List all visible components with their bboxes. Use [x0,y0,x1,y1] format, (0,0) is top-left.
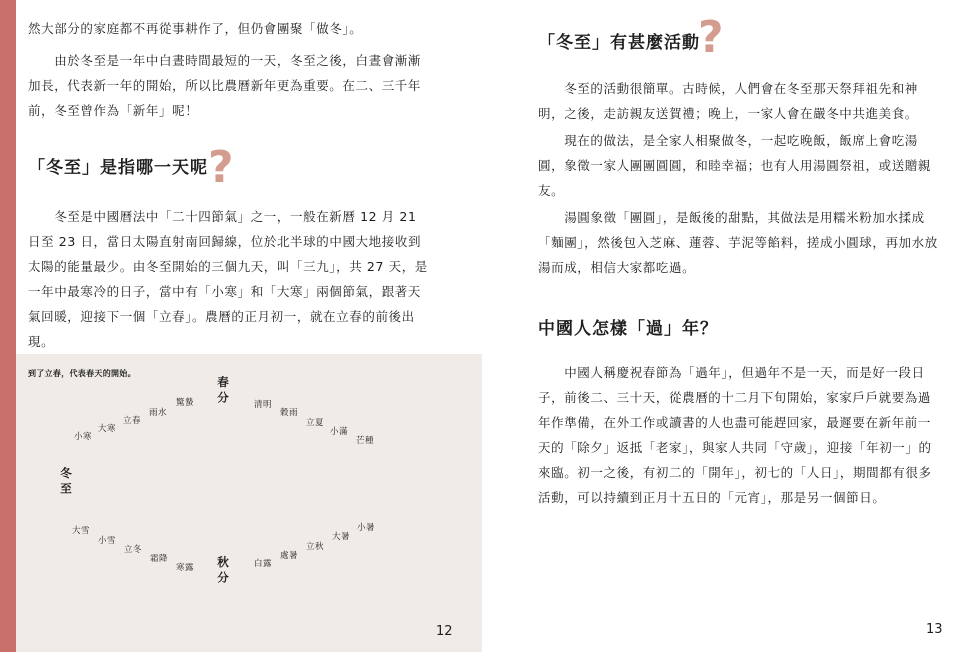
solar-terms-figure [16,354,482,652]
left-section-heading: 「冬至」是指哪一天呢 [28,158,208,178]
left-paragraph-3: 冬至是中國曆法中「二十四節氣」之一，一般在新曆 12 月 21 日至 23 日，當日太陽直射南回歸線，位於北半球的中國大地接收到太陽的能量最少。由冬至開始的三個九天，叫「三九」，共 27 天，是一年中最寒冷的日子，當中有「小寒」和「大寒」兩個節氣，跟著天氣回暖，迎接下一個「立春」。農曆的正月初一，就在立春的前後出現。 [28,209,428,349]
right-paragraph-1: 冬至的活動很簡單。古時候，人們會在冬至那天祭拜祖先和神明，之後，走訪親友送賀禮；晚上，一家人會在嚴冬中共進美食。 [538,81,918,121]
term-liqiu: 立秋 [306,542,325,552]
book-edge-stripe [0,0,16,652]
term-daxue: 大雪 [72,526,91,536]
term-dashu: 大暑 [332,532,351,542]
term-xiaoman: 小滿 [330,427,349,437]
term-xiaoshu: 小暑 [357,523,376,533]
term-hanlu: 寒露 [176,563,195,573]
term-qingming: 清明 [254,400,273,410]
term-lixia: 立夏 [306,418,325,428]
right-heading-new-year: 中國人怎樣「過」年？ [538,319,718,339]
term-winter-solstice: 冬至 [59,467,73,498]
question-mark-icon: ? [208,142,234,193]
term-lidong: 立冬 [124,545,143,555]
term-jingzhe: 驚蟄 [176,398,195,408]
right-heading-activities: 「冬至」有甚麼活動 [538,33,700,53]
term-yushui: 雨水 [149,408,168,418]
term-mangzhong: 芒種 [356,436,375,446]
left-paragraph-1: 然大部分的家庭都不再從事耕作了，但仍會團聚「做冬」。 [28,21,363,36]
term-xiaoxue: 小雪 [98,536,117,546]
figure-caption: 到了立春，代表春天的開始。 [28,369,136,378]
question-mark-icon: ? [698,12,724,63]
term-shuangjiang: 霜降 [150,554,169,564]
term-spring-equinox: 春分 [216,376,230,407]
term-dahan: 大寒 [98,424,117,434]
right-paragraph-4: 中國人稱慶祝春節為「過年」，但過年不是一天，而是好一段日子，前後二、三十天，從農曆的十二月下旬開始，家家戶戶就要為過年作準備，在外工作或讀書的人也盡可能趕回家，最遲要在新年前一天的「除夕」返抵「老家」，與家人共同「守歲」，迎接「年初一」的來臨。初一之後，有初二的「開年」，初七的「人日」，期間都有很多活動，可以持續到正月十五日的「元宵」，那是另一個節日。 [538,365,932,505]
term-bailu: 白露 [254,559,273,569]
term-chushu: 處暑 [280,551,299,561]
right-page-number: 13 [926,622,943,637]
term-lichun: 立春 [123,416,142,426]
term-autumn-equinox: 秋分 [216,556,230,587]
right-paragraph-3: 湯圓象徵「團圓」，是飯後的甜點，其做法是用糯米粉加水揉成「麵團」，然後包入芝麻、蓮蓉、芋泥等餡料，搓成小圓球，再加水放湯而成，相信大家都吃過。 [538,210,938,275]
left-paragraph-2: 由於冬至是一年中白晝時間最短的一天，冬至之後，白晝會漸漸加長，代表新一年的開始，所以比農曆新年更為重要。在二、三千年前，冬至曾作為「新年」呢！ [28,53,422,118]
right-paragraph-2: 現在的做法，是全家人相聚做冬，一起吃晚飯，飯席上會吃湯圓，象徵一家人團團圓圓，和睦幸福；也有人用湯圓祭祖，或送贈親友。 [538,133,932,198]
term-guyu: 穀雨 [280,408,299,418]
right-page [482,0,964,652]
left-page-number: 12 [436,624,453,639]
term-xiaohan: 小寒 [74,432,93,442]
